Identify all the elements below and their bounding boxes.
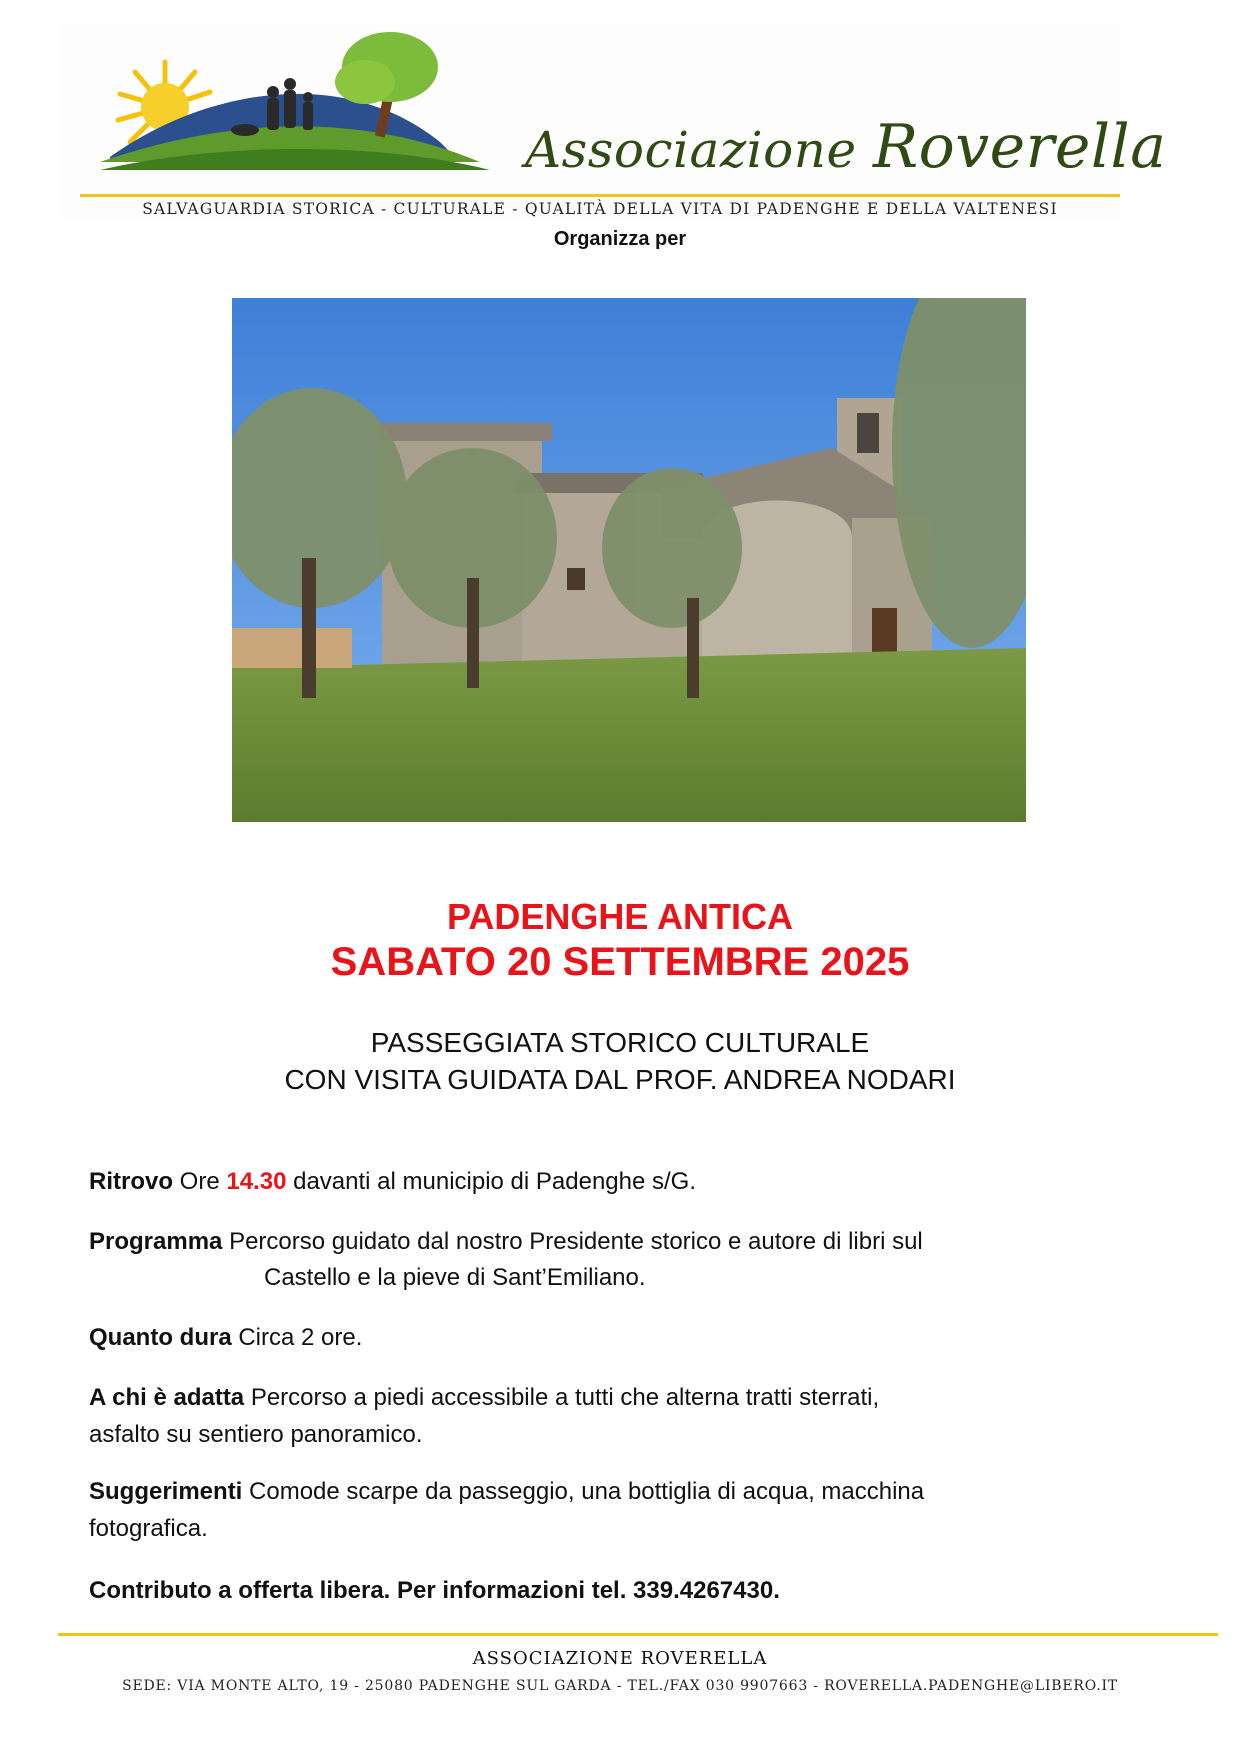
intro-text: Organizza per [553,228,687,250]
adatta-label: A chi è adatta [89,1384,245,1411]
ritrovo-time: 14.30 [226,1168,287,1195]
association-name-part2: Roverella [872,112,1167,182]
event-date: SABATO 20 SETTEMBRE 2025 [330,940,910,984]
ritrovo-text: davanti al municipio di Padenghe s/G. [293,1168,697,1195]
letterhead [60,22,1167,220]
footer-divider [58,1633,1218,1636]
ritrovo-label: Ritrovo [89,1168,173,1195]
tagline: SALVAGUARDIA STORICA - CULTURALE - QUALITÀ DELLA VITA DI PADENGHE E DELLA VALTENESI [142,200,1058,218]
ritrovo-paragraph [89,1164,696,1200]
suggerimenti-line1: Comode scarpe da passeggio, una bottiglia di acqua, macchina [249,1478,925,1505]
association-name [525,112,1167,182]
programma-line2: Castello e la pieve di Sant’Emiliano. [264,1264,646,1291]
adatta-paragraph [89,1380,879,1416]
event-subtitle-line2: CON VISITA GUIDATA DAL PROF. ANDREA NODARI [284,1064,956,1095]
programma-paragraph [89,1224,923,1260]
adatta-line2: asfalto su sentiero panoramico. [89,1421,423,1448]
programma-line1: Percorso guidato dal nostro Presidente storico e autore di libri sul [229,1228,923,1255]
association-name-part1: Associazione [525,121,857,179]
church-photo [232,298,1026,822]
suggerimenti-paragraph [89,1474,924,1510]
event-subtitle-line1: PASSEGGIATA STORICO CULTURALE [370,1027,870,1058]
durata-paragraph [89,1320,362,1356]
suggerimenti-label: Suggerimenti [89,1478,243,1505]
event-title: PADENGHE ANTICA [446,896,793,937]
footer-address: SEDE: VIA MONTE ALTO, 19 - 25080 PADENGHE SUL GARDA - TEL./FAX 030 9907663 - ROVERELLA.PADENGHE@LIBERO.IT [122,1678,1118,1694]
durata-label: Quanto dura [89,1324,232,1351]
adatta-line1: Percorso a piedi accessibile a tutti che alterna tratti sterrati, [250,1384,880,1411]
programma-label: Programma [89,1228,223,1255]
footer-association-name: ASSOCIAZIONE ROVERELLA [472,1648,768,1669]
header-divider [80,194,1120,197]
ritrovo-pre: Ore [179,1168,220,1195]
association-logo [80,22,500,172]
contributo-text: Contributo a offerta libera. Per informazioni tel. 339.4267430. [89,1577,780,1604]
durata-text: Circa 2 ore. [238,1324,363,1351]
suggerimenti-line2: fotografica. [89,1515,208,1542]
